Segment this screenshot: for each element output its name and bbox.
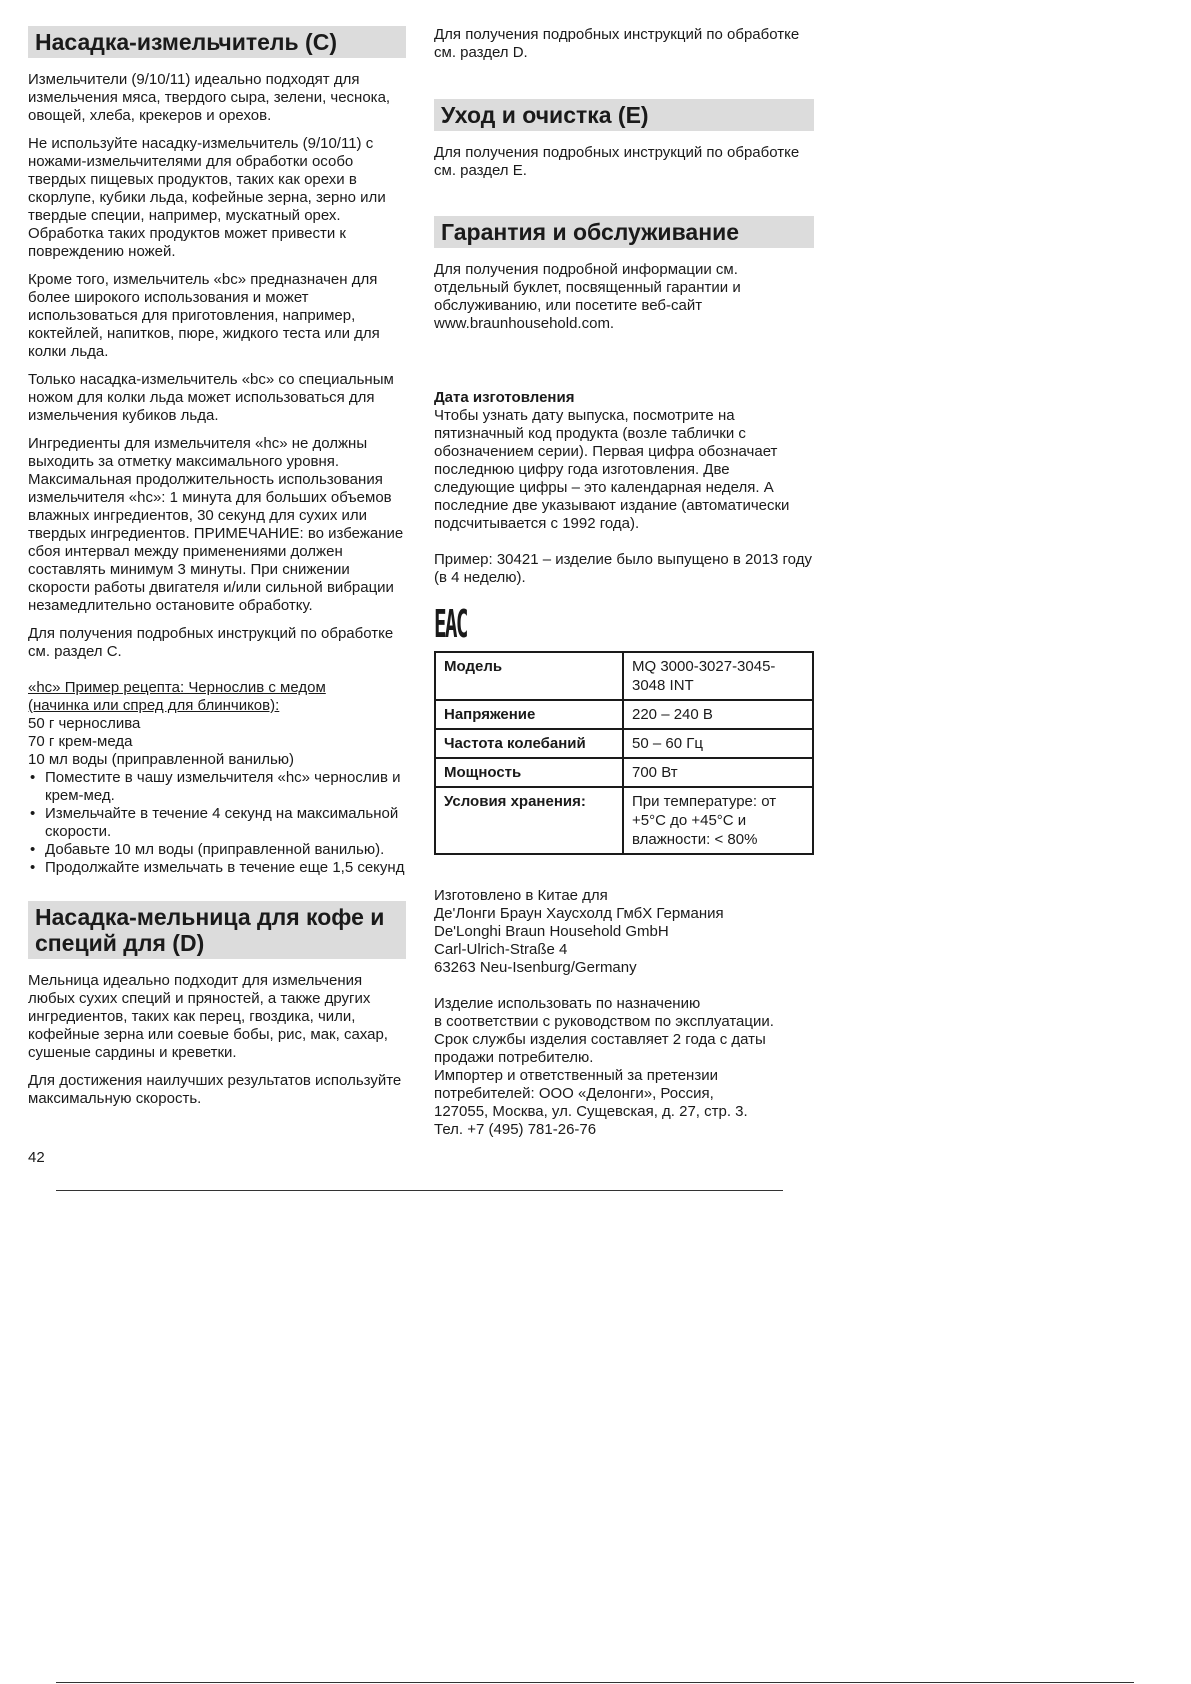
usage-line: Тел. +7 (495) 781-26-76 (434, 1121, 597, 1138)
page-divider (56, 1190, 783, 1191)
recipe-step: • Поместите в чашу измельчителя «hc» чернослив и крем-мед. (28, 769, 406, 805)
manufacturer-line: Де'Лонги Браун Хаусхолд ГмбХ Германия (434, 905, 724, 922)
manufacture-date-example: Пример: 30421 – изделие было выпущено в 2013 году (в 4 неделю). (434, 551, 812, 586)
spec-table (434, 651, 814, 855)
spec-value: 220 – 240 В (623, 700, 813, 729)
section-c-heading: Насадка-измельчитель (С) (28, 26, 406, 58)
spec-value: 700 Вт (623, 758, 813, 787)
manufacture-date-title: Дата изготовления (434, 389, 575, 406)
spec-value: MQ 3000-3027-3045-3048 INT (623, 652, 813, 700)
spec-key: Частота колебаний (435, 729, 623, 758)
recipe-step: • Измельчайте в течение 4 секунд на максимальной скорости. (28, 805, 406, 841)
spec-value: При температуре: от +5°С до +45°С и влажности: < 80% (623, 787, 813, 854)
section-c-paragraph: Только насадка-измельчитель «bc» со специальным ножом для колки льда может использоваться для измельчения кубиков льда. (28, 371, 394, 424)
warranty-heading: Гарантия и обслуживание (434, 216, 814, 248)
usage-line: 127055, Москва, ул. Сущевская, д. 27, стр. 3. (434, 1103, 748, 1120)
recipe-step: • Добавьте 10 мл воды (приправленной ванилью). (28, 841, 406, 859)
recipe-ingredient: 70 г крем-меда (28, 733, 133, 750)
manufacturer-block (434, 887, 814, 977)
manufacturer-line: Carl-Ulrich-Straße 4 (434, 941, 568, 958)
section-d-paragraph: Мельница идеально подходит для измельчения любых сухих специй и пряностей, а также других ингредиентов, таких как перец, гвоздика, чили, кофейные зерна или соевые бобы, рис, мак, сахар, сушеные сардины и креветки. (28, 972, 388, 1061)
recipe-title: (начинка или спред для блинчиков): (28, 697, 280, 714)
recipe-step: • Продолжайте измельчать в течение еще 1,5 секунд (28, 859, 406, 877)
table-row (435, 729, 813, 758)
left-column (28, 26, 406, 1118)
usage-line: Изделие использовать по назначению (434, 995, 701, 1012)
recipe-steps (28, 769, 406, 877)
section-d-heading: Насадка-мельница для кофе и специй для (D) (28, 901, 406, 959)
recipe-block (28, 679, 406, 877)
page-number: 42 (28, 1149, 45, 1166)
section-d-reference: Для получения подробных инструкций по обработке см. раздел D. (434, 26, 800, 61)
usage-block (434, 995, 814, 1139)
section-c-paragraph: Не используйте насадку-измельчитель (9/10/11) с ножами-измельчителями для обработки особо твердых пищевых продуктов, таких как орехи в скорлупе, кубики льда, кофейные зерна, зерно или твердые специи, например, мускатный орех. Обработка таких продуктов может привести к повреждению ножей. (28, 135, 386, 260)
spec-key: Модель (435, 652, 623, 700)
section-e-heading: Уход и очистка (Е) (434, 99, 814, 131)
recipe-title: «hc» Пример рецепта: Чернослив с медом (28, 679, 326, 696)
section-c-paragraph: Кроме того, измельчитель «bc» предназначен для более широкого использования и может использоваться для приготовления, например, коктейлей, напитков, пюре, жидкого теста или для колки льда. (28, 271, 380, 360)
section-e-paragraph: Для получения подробных инструкций по обработке см. раздел Е. (434, 144, 800, 179)
spec-key: Напряжение (435, 700, 623, 729)
recipe-ingredient: 50 г чернослива (28, 715, 141, 732)
recipe-ingredient: 10 мл воды (приправленной ванилью) (28, 751, 295, 768)
manufacturer-line: De'Longhi Braun Household GmbH (434, 923, 669, 940)
right-column (434, 26, 814, 1139)
warranty-paragraph: Для получения подробной информации см. отдельный буклет, посвященный гарантии и обслуживанию, или посетите веб-сайт www.braunhousehold.com. (434, 261, 741, 332)
section-c-paragraph: Измельчители (9/10/11) идеально подходят для измельчения мяса, твердого сыра, зелени, чеснока, овощей, хлеба, крекеров и орехов. (28, 71, 391, 124)
spec-value: 50 – 60 Гц (623, 729, 813, 758)
eac-mark: ЕАС (434, 602, 467, 646)
spec-key: Условия хранения: (435, 787, 623, 854)
section-c-paragraph: Ингредиенты для измельчителя «hc» не должны выходить за отметку максимального уровня. Максимальная продолжительность использования измельчителя «hc»: 1 минута для больших объемов влажных ингредиентов, 30 секунд для сухих или твердых ингредиентов. ПРИМЕЧАНИЕ: во избежание сбоя интервал между применениями должен составлять минимум 3 минуты. При снижении скорости работы двигателя и/или сильной вибрации незамедлительно остановите обработку. (28, 435, 404, 614)
usage-line: Импортер и ответственный за претензии потребителей: ООО «Делонги», Россия, (434, 1067, 718, 1102)
manufacture-date-text: Чтобы узнать дату выпуска, посмотрите на пятизначный код продукта (возле таблички с обозначением серии). Первая цифра обозначает последнюю цифру года изготовления. Две следующие цифры – это календарная неделя. А последние две указывают издание (автоматически подсчитывается с 1992 года). (434, 407, 790, 532)
manufacturer-line: Изготовлено в Китае для (434, 887, 608, 904)
table-row (435, 700, 813, 729)
usage-line: Срок службы изделия составляет 2 года с даты продажи потребителю. (434, 1031, 766, 1066)
table-row (435, 787, 813, 854)
section-c-paragraph: Для получения подробных инструкций по обработке см. раздел С. (28, 625, 394, 660)
usage-line: в соответствии с руководством по эксплуатации. (434, 1013, 774, 1030)
page-divider (56, 1682, 1134, 1683)
table-row (435, 758, 813, 787)
table-row (435, 652, 813, 700)
section-d-paragraph: Для достижения наилучших результатов используйте максимальную скорость. (28, 1072, 402, 1107)
spec-key: Мощность (435, 758, 623, 787)
manufacturer-line: 63263 Neu-Isenburg/Germany (434, 959, 637, 976)
